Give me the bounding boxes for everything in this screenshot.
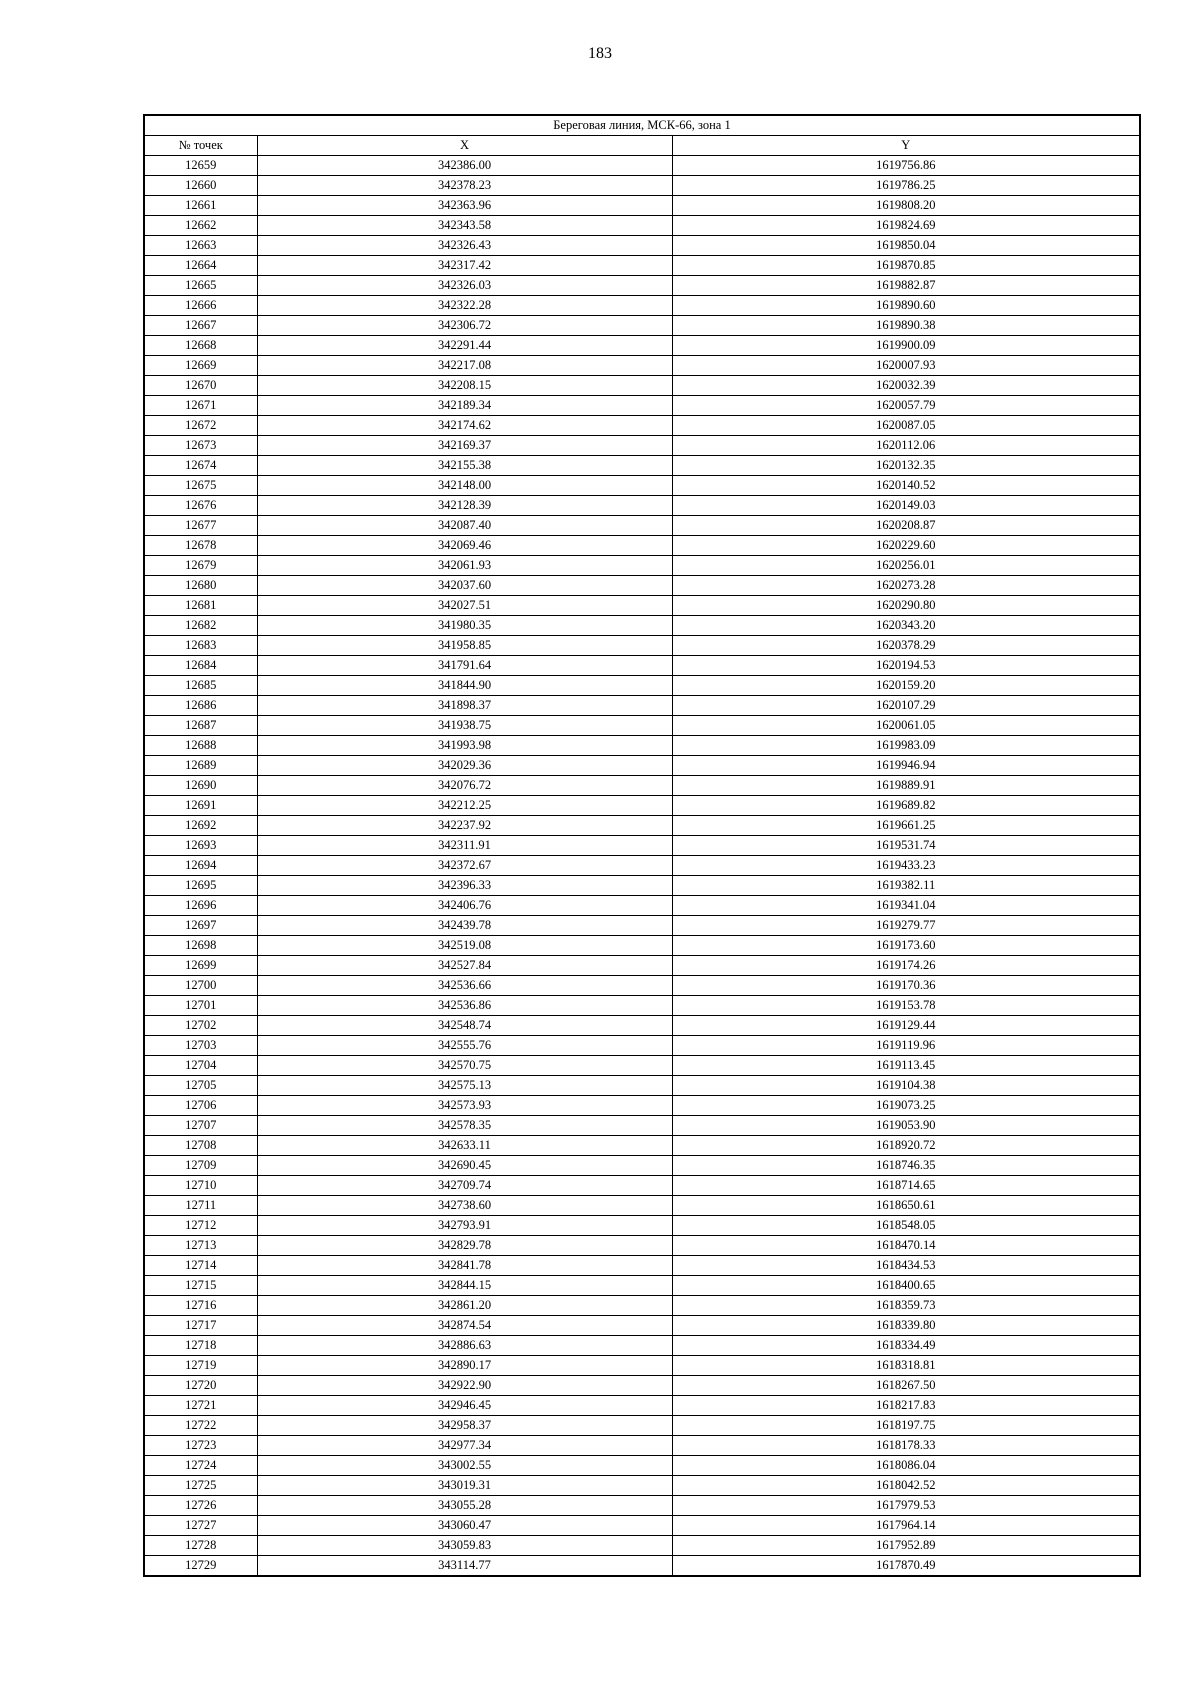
cell-x: 342570.75 <box>257 1056 672 1076</box>
cell-x: 341898.37 <box>257 696 672 716</box>
cell-x: 342087.40 <box>257 516 672 536</box>
cell-point-number: 12690 <box>144 776 257 796</box>
table-row <box>144 1016 1140 1036</box>
table-row <box>144 296 1140 316</box>
cell-x: 342738.60 <box>257 1196 672 1216</box>
cell-point-number: 12728 <box>144 1536 257 1556</box>
cell-y: 1619661.25 <box>672 816 1140 836</box>
table-row <box>144 516 1140 536</box>
cell-point-number: 12682 <box>144 616 257 636</box>
cell-point-number: 12713 <box>144 1236 257 1256</box>
cell-y: 1618086.04 <box>672 1456 1140 1476</box>
column-header-y: Y <box>672 136 1140 156</box>
table-row <box>144 216 1140 236</box>
cell-x: 342396.33 <box>257 876 672 896</box>
table-row <box>144 376 1140 396</box>
cell-point-number: 12668 <box>144 336 257 356</box>
cell-y: 1619808.20 <box>672 196 1140 216</box>
cell-y: 1617870.49 <box>672 1556 1140 1577</box>
cell-point-number: 12696 <box>144 896 257 916</box>
cell-y: 1618359.73 <box>672 1296 1140 1316</box>
cell-x: 342829.78 <box>257 1236 672 1256</box>
cell-x: 342874.54 <box>257 1316 672 1336</box>
table-row <box>144 316 1140 336</box>
cell-point-number: 12663 <box>144 236 257 256</box>
cell-point-number: 12659 <box>144 156 257 176</box>
cell-point-number: 12726 <box>144 1496 257 1516</box>
table-row <box>144 716 1140 736</box>
cell-x: 342527.84 <box>257 956 672 976</box>
table-row <box>144 1376 1140 1396</box>
cell-y: 1619279.77 <box>672 916 1140 936</box>
table-row <box>144 156 1140 176</box>
cell-point-number: 12683 <box>144 636 257 656</box>
table-row <box>144 456 1140 476</box>
cell-point-number: 12677 <box>144 516 257 536</box>
coordinates-table <box>143 114 1141 1577</box>
cell-x: 342037.60 <box>257 576 672 596</box>
cell-point-number: 12678 <box>144 536 257 556</box>
cell-point-number: 12708 <box>144 1136 257 1156</box>
cell-y: 1619756.86 <box>672 156 1140 176</box>
cell-y: 1618339.80 <box>672 1316 1140 1336</box>
table-row <box>144 196 1140 216</box>
cell-point-number: 12679 <box>144 556 257 576</box>
table-row <box>144 1316 1140 1336</box>
cell-y: 1618470.14 <box>672 1236 1140 1256</box>
table-row <box>144 976 1140 996</box>
cell-y: 1617979.53 <box>672 1496 1140 1516</box>
cell-y: 1620061.05 <box>672 716 1140 736</box>
table-row <box>144 1396 1140 1416</box>
table-row <box>144 696 1140 716</box>
cell-point-number: 12693 <box>144 836 257 856</box>
cell-x: 342958.37 <box>257 1416 672 1436</box>
cell-x: 342575.13 <box>257 1076 672 1096</box>
cell-point-number: 12689 <box>144 756 257 776</box>
table-row <box>144 556 1140 576</box>
table-row <box>144 1276 1140 1296</box>
cell-y: 1618434.53 <box>672 1256 1140 1276</box>
cell-x: 342212.25 <box>257 796 672 816</box>
cell-y: 1618217.83 <box>672 1396 1140 1416</box>
cell-point-number: 12710 <box>144 1176 257 1196</box>
cell-point-number: 12720 <box>144 1376 257 1396</box>
cell-y: 1619890.60 <box>672 296 1140 316</box>
table-row <box>144 1456 1140 1476</box>
cell-y: 1618920.72 <box>672 1136 1140 1156</box>
cell-point-number: 12685 <box>144 676 257 696</box>
cell-point-number: 12709 <box>144 1156 257 1176</box>
cell-x: 343019.31 <box>257 1476 672 1496</box>
table-row <box>144 776 1140 796</box>
cell-x: 342027.51 <box>257 596 672 616</box>
cell-point-number: 12684 <box>144 656 257 676</box>
cell-point-number: 12670 <box>144 376 257 396</box>
table-row <box>144 1116 1140 1136</box>
cell-y: 1619850.04 <box>672 236 1140 256</box>
cell-x: 342343.58 <box>257 216 672 236</box>
table-row <box>144 956 1140 976</box>
table-row <box>144 596 1140 616</box>
cell-x: 342128.39 <box>257 496 672 516</box>
cell-point-number: 12673 <box>144 436 257 456</box>
cell-x: 342076.72 <box>257 776 672 796</box>
table-row <box>144 576 1140 596</box>
table-row <box>144 1536 1140 1556</box>
cell-point-number: 12687 <box>144 716 257 736</box>
cell-point-number: 12717 <box>144 1316 257 1336</box>
cell-y: 1619341.04 <box>672 896 1140 916</box>
cell-x: 342573.93 <box>257 1096 672 1116</box>
cell-x: 342169.37 <box>257 436 672 456</box>
table-body <box>144 156 1140 1577</box>
cell-y: 1619882.87 <box>672 276 1140 296</box>
cell-point-number: 12699 <box>144 956 257 976</box>
cell-y: 1619382.11 <box>672 876 1140 896</box>
cell-x: 342189.34 <box>257 396 672 416</box>
cell-x: 342555.76 <box>257 1036 672 1056</box>
cell-x: 342578.35 <box>257 1116 672 1136</box>
cell-y: 1619689.82 <box>672 796 1140 816</box>
cell-y: 1619786.25 <box>672 176 1140 196</box>
table-row <box>144 356 1140 376</box>
cell-point-number: 12672 <box>144 416 257 436</box>
table-row <box>144 1416 1140 1436</box>
cell-point-number: 12704 <box>144 1056 257 1076</box>
table-header-row <box>144 136 1140 156</box>
cell-point-number: 12681 <box>144 596 257 616</box>
cell-point-number: 12721 <box>144 1396 257 1416</box>
table-row <box>144 816 1140 836</box>
cell-y: 1618197.75 <box>672 1416 1140 1436</box>
cell-y: 1619890.38 <box>672 316 1140 336</box>
cell-point-number: 12723 <box>144 1436 257 1456</box>
cell-y: 1617964.14 <box>672 1516 1140 1536</box>
cell-x: 342922.90 <box>257 1376 672 1396</box>
cell-y: 1618548.05 <box>672 1216 1140 1236</box>
cell-x: 342311.91 <box>257 836 672 856</box>
cell-x: 342633.11 <box>257 1136 672 1156</box>
table-title: Береговая линия, МСК-66, зона 1 <box>144 115 1140 136</box>
cell-y: 1620273.28 <box>672 576 1140 596</box>
cell-point-number: 12705 <box>144 1076 257 1096</box>
cell-point-number: 12711 <box>144 1196 257 1216</box>
cell-point-number: 12712 <box>144 1216 257 1236</box>
cell-x: 343059.83 <box>257 1536 672 1556</box>
cell-x: 342439.78 <box>257 916 672 936</box>
cell-y: 1620140.52 <box>672 476 1140 496</box>
cell-y: 1617952.89 <box>672 1536 1140 1556</box>
table-row <box>144 796 1140 816</box>
cell-x: 342317.42 <box>257 256 672 276</box>
table-row <box>144 236 1140 256</box>
cell-x: 342155.38 <box>257 456 672 476</box>
cell-y: 1618042.52 <box>672 1476 1140 1496</box>
cell-y: 1619053.90 <box>672 1116 1140 1136</box>
table-row <box>144 676 1140 696</box>
cell-point-number: 12719 <box>144 1356 257 1376</box>
cell-x: 342326.43 <box>257 236 672 256</box>
cell-x: 343114.77 <box>257 1556 672 1577</box>
cell-y: 1618334.49 <box>672 1336 1140 1356</box>
cell-y: 1620149.03 <box>672 496 1140 516</box>
table-row <box>144 1056 1140 1076</box>
table-row <box>144 1336 1140 1356</box>
cell-x: 342208.15 <box>257 376 672 396</box>
cell-point-number: 12729 <box>144 1556 257 1577</box>
table-row <box>144 1256 1140 1276</box>
cell-y: 1620057.79 <box>672 396 1140 416</box>
cell-x: 342174.62 <box>257 416 672 436</box>
cell-point-number: 12667 <box>144 316 257 336</box>
cell-point-number: 12701 <box>144 996 257 1016</box>
cell-point-number: 12706 <box>144 1096 257 1116</box>
cell-y: 1619153.78 <box>672 996 1140 1016</box>
cell-point-number: 12702 <box>144 1016 257 1036</box>
cell-y: 1619104.38 <box>672 1076 1140 1096</box>
cell-x: 342061.93 <box>257 556 672 576</box>
cell-point-number: 12676 <box>144 496 257 516</box>
cell-x: 342793.91 <box>257 1216 672 1236</box>
cell-point-number: 12694 <box>144 856 257 876</box>
cell-point-number: 12722 <box>144 1416 257 1436</box>
cell-y: 1619889.91 <box>672 776 1140 796</box>
cell-point-number: 12662 <box>144 216 257 236</box>
cell-y: 1618267.50 <box>672 1376 1140 1396</box>
cell-point-number: 12666 <box>144 296 257 316</box>
cell-y: 1619870.85 <box>672 256 1140 276</box>
table-row <box>144 656 1140 676</box>
table-row <box>144 916 1140 936</box>
table-title-row <box>144 115 1140 136</box>
table-row <box>144 1196 1140 1216</box>
cell-x: 342237.92 <box>257 816 672 836</box>
cell-y: 1620256.01 <box>672 556 1140 576</box>
cell-y: 1619173.60 <box>672 936 1140 956</box>
cell-x: 342029.36 <box>257 756 672 776</box>
table-row <box>144 1476 1140 1496</box>
cell-x: 342690.45 <box>257 1156 672 1176</box>
cell-x: 342709.74 <box>257 1176 672 1196</box>
cell-y: 1618178.33 <box>672 1436 1140 1456</box>
cell-x: 342322.28 <box>257 296 672 316</box>
cell-x: 342148.00 <box>257 476 672 496</box>
table-row <box>144 1036 1140 1056</box>
cell-x: 341993.98 <box>257 736 672 756</box>
cell-x: 342306.72 <box>257 316 672 336</box>
table-row <box>144 1096 1140 1116</box>
cell-x: 342890.17 <box>257 1356 672 1376</box>
cell-y: 1619119.96 <box>672 1036 1140 1056</box>
cell-x: 342536.86 <box>257 996 672 1016</box>
cell-x: 343002.55 <box>257 1456 672 1476</box>
cell-y: 1619073.25 <box>672 1096 1140 1116</box>
cell-y: 1620132.35 <box>672 456 1140 476</box>
cell-x: 342326.03 <box>257 276 672 296</box>
table-row <box>144 1216 1140 1236</box>
table-row <box>144 496 1140 516</box>
table-row <box>144 276 1140 296</box>
cell-point-number: 12698 <box>144 936 257 956</box>
table-row <box>144 1496 1140 1516</box>
cell-x: 342886.63 <box>257 1336 672 1356</box>
cell-x: 342069.46 <box>257 536 672 556</box>
cell-point-number: 12724 <box>144 1456 257 1476</box>
table-row <box>144 176 1140 196</box>
table-row <box>144 1156 1140 1176</box>
table-row <box>144 436 1140 456</box>
cell-y: 1618714.65 <box>672 1176 1140 1196</box>
table-row <box>144 856 1140 876</box>
cell-x: 341844.90 <box>257 676 672 696</box>
column-header-point-number: № точек <box>144 136 257 156</box>
table-row <box>144 1556 1140 1577</box>
cell-x: 342861.20 <box>257 1296 672 1316</box>
cell-point-number: 12664 <box>144 256 257 276</box>
table-row <box>144 1136 1140 1156</box>
cell-x: 342406.76 <box>257 896 672 916</box>
table-row <box>144 416 1140 436</box>
table-row <box>144 396 1140 416</box>
table-row <box>144 476 1140 496</box>
cell-x: 342841.78 <box>257 1256 672 1276</box>
cell-point-number: 12675 <box>144 476 257 496</box>
cell-point-number: 12669 <box>144 356 257 376</box>
cell-point-number: 12680 <box>144 576 257 596</box>
cell-point-number: 12707 <box>144 1116 257 1136</box>
cell-point-number: 12714 <box>144 1256 257 1276</box>
cell-point-number: 12660 <box>144 176 257 196</box>
cell-y: 1620032.39 <box>672 376 1140 396</box>
table-row <box>144 1516 1140 1536</box>
cell-y: 1618400.65 <box>672 1276 1140 1296</box>
table-row <box>144 836 1140 856</box>
cell-point-number: 12703 <box>144 1036 257 1056</box>
cell-y: 1620290.80 <box>672 596 1140 616</box>
cell-x: 342372.67 <box>257 856 672 876</box>
cell-x: 341980.35 <box>257 616 672 636</box>
column-header-x: X <box>257 136 672 156</box>
cell-y: 1620107.29 <box>672 696 1140 716</box>
cell-y: 1620112.06 <box>672 436 1140 456</box>
cell-y: 1618746.35 <box>672 1156 1140 1176</box>
cell-point-number: 12695 <box>144 876 257 896</box>
cell-point-number: 12674 <box>144 456 257 476</box>
cell-y: 1619824.69 <box>672 216 1140 236</box>
table-row <box>144 936 1140 956</box>
table-row <box>144 616 1140 636</box>
cell-x: 342844.15 <box>257 1276 672 1296</box>
cell-point-number: 12671 <box>144 396 257 416</box>
cell-y: 1620343.20 <box>672 616 1140 636</box>
cell-point-number: 12697 <box>144 916 257 936</box>
table-row <box>144 536 1140 556</box>
cell-y: 1619113.45 <box>672 1056 1140 1076</box>
cell-point-number: 12686 <box>144 696 257 716</box>
cell-y: 1618318.81 <box>672 1356 1140 1376</box>
cell-point-number: 12700 <box>144 976 257 996</box>
cell-y: 1619174.26 <box>672 956 1140 976</box>
cell-point-number: 12692 <box>144 816 257 836</box>
cell-point-number: 12715 <box>144 1276 257 1296</box>
cell-x: 341958.85 <box>257 636 672 656</box>
table-row <box>144 736 1140 756</box>
cell-x: 342977.34 <box>257 1436 672 1456</box>
cell-y: 1620159.20 <box>672 676 1140 696</box>
table-row <box>144 636 1140 656</box>
table-row <box>144 1296 1140 1316</box>
cell-y: 1619946.94 <box>672 756 1140 776</box>
cell-x: 341791.64 <box>257 656 672 676</box>
table-row <box>144 1236 1140 1256</box>
cell-point-number: 12661 <box>144 196 257 216</box>
cell-x: 342536.66 <box>257 976 672 996</box>
cell-x: 343060.47 <box>257 1516 672 1536</box>
table-row <box>144 1076 1140 1096</box>
cell-y: 1619983.09 <box>672 736 1140 756</box>
cell-y: 1619900.09 <box>672 336 1140 356</box>
cell-point-number: 12725 <box>144 1476 257 1496</box>
cell-y: 1618650.61 <box>672 1196 1140 1216</box>
cell-y: 1619531.74 <box>672 836 1140 856</box>
cell-point-number: 12665 <box>144 276 257 296</box>
cell-point-number: 12691 <box>144 796 257 816</box>
table-row <box>144 1436 1140 1456</box>
cell-point-number: 12716 <box>144 1296 257 1316</box>
table-row <box>144 876 1140 896</box>
cell-x: 342946.45 <box>257 1396 672 1416</box>
table-row <box>144 256 1140 276</box>
cell-y: 1620229.60 <box>672 536 1140 556</box>
cell-x: 342378.23 <box>257 176 672 196</box>
table-row <box>144 756 1140 776</box>
cell-x: 342548.74 <box>257 1016 672 1036</box>
table-row <box>144 336 1140 356</box>
cell-y: 1619433.23 <box>672 856 1140 876</box>
cell-x: 342519.08 <box>257 936 672 956</box>
cell-x: 341938.75 <box>257 716 672 736</box>
page-number: 183 <box>588 45 612 62</box>
cell-y: 1620378.29 <box>672 636 1140 656</box>
cell-x: 342217.08 <box>257 356 672 376</box>
cell-y: 1619129.44 <box>672 1016 1140 1036</box>
cell-x: 343055.28 <box>257 1496 672 1516</box>
cell-x: 342386.00 <box>257 156 672 176</box>
cell-y: 1620208.87 <box>672 516 1140 536</box>
cell-x: 342291.44 <box>257 336 672 356</box>
table-row <box>144 996 1140 1016</box>
cell-y: 1619170.36 <box>672 976 1140 996</box>
table-row <box>144 1176 1140 1196</box>
cell-y: 1620087.05 <box>672 416 1140 436</box>
cell-point-number: 12688 <box>144 736 257 756</box>
cell-y: 1620007.93 <box>672 356 1140 376</box>
cell-x: 342363.96 <box>257 196 672 216</box>
table-row <box>144 896 1140 916</box>
cell-point-number: 12718 <box>144 1336 257 1356</box>
cell-point-number: 12727 <box>144 1516 257 1536</box>
table-row <box>144 1356 1140 1376</box>
cell-y: 1620194.53 <box>672 656 1140 676</box>
